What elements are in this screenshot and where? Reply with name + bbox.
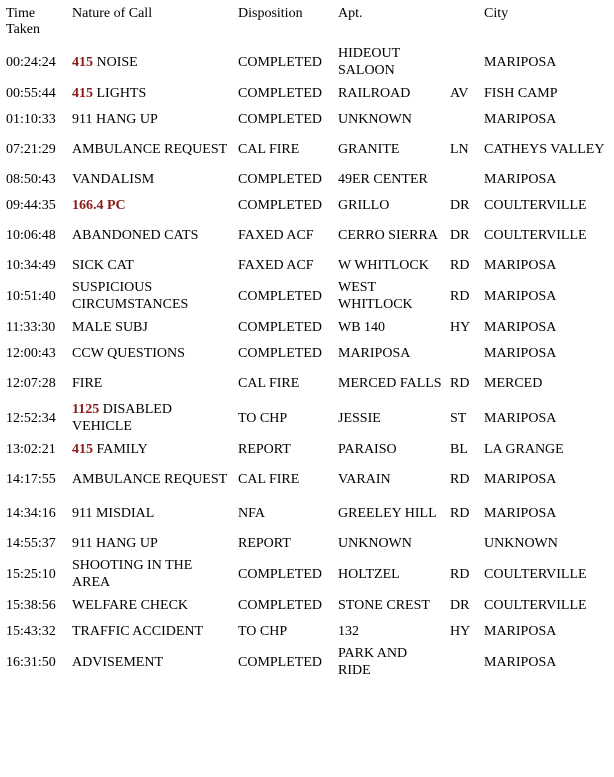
- table-row: [2, 192, 612, 218]
- cell-nature: [68, 166, 234, 192]
- cell-nature: [68, 278, 234, 314]
- cell-apt: 49ER CENTER: [338, 171, 428, 187]
- cell-suffix: HY: [450, 623, 471, 639]
- cell-city: CATHEYS VALLEY: [484, 141, 605, 157]
- call-nature-text: TRAFFIC ACCIDENT: [72, 623, 204, 639]
- cell-nature: [68, 44, 234, 80]
- cell-city: LA GRANGE: [484, 441, 564, 457]
- cell-time: 15:43:32: [6, 623, 56, 639]
- cell-city: MARIPOSA: [484, 111, 557, 127]
- cell-city: MARIPOSA: [484, 410, 557, 426]
- cell-city: COULTERVILLE: [484, 197, 587, 213]
- cell-disposition: COMPLETED: [238, 197, 322, 213]
- cell-apt: STONE CREST: [338, 597, 430, 613]
- header-nature: Nature of Call: [72, 6, 153, 21]
- call-code: 415: [72, 85, 93, 101]
- table-row: [2, 618, 612, 644]
- table-row: [2, 366, 612, 400]
- cell-time: 11:33:30: [6, 319, 56, 335]
- cell-time: 14:55:37: [6, 535, 56, 551]
- cell-apt: W WHITLOCK: [338, 257, 429, 273]
- call-nature-text: DISABLED VEHICLE: [72, 402, 172, 434]
- table-row: [2, 218, 612, 252]
- cell-apt: PARAISO: [338, 441, 397, 457]
- header-time: Time Taken: [6, 6, 41, 37]
- table-row: [2, 644, 612, 680]
- cell-suffix: HY: [450, 319, 471, 335]
- cell-suffix: DR: [450, 197, 470, 213]
- header-disposition: Disposition: [238, 6, 303, 21]
- cell-time: 10:51:40: [6, 288, 56, 304]
- cell-nature: [68, 366, 234, 400]
- cell-apt: UNKNOWN: [338, 111, 412, 127]
- cell-disposition: FAXED ACF: [238, 257, 314, 273]
- cell-time: 15:38:56: [6, 597, 56, 613]
- call-nature-text: ADVISEMENT: [72, 654, 163, 670]
- cell-nature: [68, 530, 234, 556]
- cell-disposition: REPORT: [238, 535, 291, 551]
- call-nature-text: SHOOTING IN THE AREA: [72, 558, 193, 590]
- cell-nature: [68, 618, 234, 644]
- cell-suffix: RD: [450, 288, 470, 304]
- call-nature-text: SUSPICIOUS CIRCUMSTANCES: [72, 280, 189, 312]
- cell-time: 00:24:24: [6, 54, 56, 70]
- cell-city: MARIPOSA: [484, 171, 557, 187]
- cell-disposition: COMPLETED: [238, 288, 322, 304]
- table-row: [2, 132, 612, 166]
- call-nature-text: AMBULANCE REQUEST: [72, 471, 228, 487]
- cell-city: MARIPOSA: [484, 288, 557, 304]
- cell-nature: [68, 400, 234, 436]
- cell-nature: [68, 592, 234, 618]
- cell-city: MARIPOSA: [484, 345, 557, 361]
- table-row: [2, 462, 612, 496]
- cell-city: MERCED: [484, 375, 543, 391]
- cell-nature: [68, 80, 234, 106]
- cell-city: MARIPOSA: [484, 319, 557, 335]
- cell-nature: [68, 314, 234, 340]
- cell-nature: [68, 106, 234, 132]
- cell-apt: HOLTZEL: [338, 566, 400, 582]
- cell-apt: GRANITE: [338, 141, 400, 157]
- table-row: [2, 556, 612, 592]
- cell-time: 14:34:16: [6, 505, 56, 521]
- cell-apt: HIDEOUT SALOON: [338, 46, 400, 78]
- cell-city: UNKNOWN: [484, 535, 558, 551]
- table-row: [2, 496, 612, 530]
- call-nature-text: LIGHTS: [96, 85, 147, 101]
- cell-city: COULTERVILLE: [484, 566, 587, 582]
- header-suffix: [446, 2, 480, 44]
- cell-apt: VARAIN: [338, 471, 391, 487]
- cell-suffix: RD: [450, 471, 470, 487]
- cell-disposition: CAL FIRE: [238, 141, 300, 157]
- cell-suffix: RD: [450, 375, 470, 391]
- cell-nature: [68, 340, 234, 366]
- cell-disposition: COMPLETED: [238, 345, 322, 361]
- cell-nature: [68, 132, 234, 166]
- cell-time: 00:55:44: [6, 85, 56, 101]
- cell-city: MARIPOSA: [484, 623, 557, 639]
- cell-disposition: COMPLETED: [238, 597, 322, 613]
- call-nature-text: MALE SUBJ: [72, 319, 148, 335]
- call-code: 166.4 PC: [72, 197, 126, 213]
- cell-suffix: [446, 340, 480, 366]
- cell-suffix: RD: [450, 566, 470, 582]
- cell-time: 15:25:10: [6, 566, 56, 582]
- call-nature-text: FIRE: [72, 375, 103, 391]
- cell-nature: [68, 436, 234, 462]
- cell-disposition: COMPLETED: [238, 654, 322, 670]
- cell-time: 09:44:35: [6, 197, 56, 213]
- header-city: City: [484, 6, 509, 21]
- cell-suffix: BL: [450, 441, 468, 457]
- cell-time: 10:06:48: [6, 227, 56, 243]
- call-nature-text: 911 MISDIAL: [72, 505, 155, 521]
- cell-suffix: DR: [450, 597, 470, 613]
- call-code: 1125: [72, 402, 100, 417]
- cell-time: 12:00:43: [6, 345, 56, 361]
- cell-city: FISH CAMP: [484, 85, 558, 101]
- cell-city: MARIPOSA: [484, 654, 557, 670]
- cell-suffix: [446, 44, 480, 80]
- cell-time: 12:52:34: [6, 410, 56, 426]
- cell-disposition: TO CHP: [238, 410, 288, 426]
- cell-city: MARIPOSA: [484, 505, 557, 521]
- cell-nature: [68, 644, 234, 680]
- cell-time: 12:07:28: [6, 375, 56, 391]
- cell-suffix: [446, 530, 480, 556]
- call-code: 415: [72, 54, 93, 70]
- cell-city: MARIPOSA: [484, 54, 557, 70]
- cell-apt: WB 140: [338, 319, 386, 335]
- call-nature-text: 911 HANG UP: [72, 111, 158, 127]
- table-row: [2, 106, 612, 132]
- table-row: [2, 340, 612, 366]
- cell-nature: [68, 252, 234, 278]
- cell-disposition: FAXED ACF: [238, 227, 314, 243]
- cell-disposition: CAL FIRE: [238, 375, 300, 391]
- cell-disposition: COMPLETED: [238, 54, 322, 70]
- call-nature-text: AMBULANCE REQUEST: [72, 141, 228, 157]
- table-row: [2, 278, 612, 314]
- table-row: [2, 166, 612, 192]
- cell-disposition: NFA: [238, 505, 265, 521]
- table-row: [2, 530, 612, 556]
- cell-time: 13:02:21: [6, 441, 56, 457]
- call-nature-text: NOISE: [96, 54, 138, 70]
- cell-suffix: AV: [450, 85, 469, 101]
- cell-suffix: [446, 106, 480, 132]
- call-nature-text: VANDALISM: [72, 171, 155, 187]
- cell-city: COULTERVILLE: [484, 597, 587, 613]
- cell-apt: JESSIE: [338, 410, 381, 426]
- cell-suffix: [446, 644, 480, 680]
- cell-disposition: COMPLETED: [238, 566, 322, 582]
- call-nature-text: SICK CAT: [72, 257, 134, 273]
- call-log-table: [2, 2, 612, 680]
- header-row: [2, 2, 612, 44]
- cell-time: 07:21:29: [6, 141, 56, 157]
- call-nature-text: ABANDONED CATS: [72, 227, 199, 243]
- cell-disposition: REPORT: [238, 441, 291, 457]
- cell-apt: GREELEY HILL: [338, 505, 437, 521]
- table-row: [2, 252, 612, 278]
- cell-nature: [68, 496, 234, 530]
- call-nature-text: WELFARE CHECK: [72, 597, 189, 613]
- cell-apt: PARK AND RIDE: [338, 646, 408, 678]
- cell-suffix: [446, 166, 480, 192]
- cell-time: 16:31:50: [6, 654, 56, 670]
- cell-nature: [68, 462, 234, 496]
- call-nature-text: CCW QUESTIONS: [72, 345, 185, 361]
- cell-time: 10:34:49: [6, 257, 56, 273]
- table-row: [2, 80, 612, 106]
- table-row: [2, 314, 612, 340]
- table-row: [2, 44, 612, 80]
- cell-disposition: CAL FIRE: [238, 471, 300, 487]
- table-row: [2, 592, 612, 618]
- cell-apt: GRILLO: [338, 197, 390, 213]
- cell-apt: CERRO SIERRA: [338, 227, 438, 243]
- cell-disposition: COMPLETED: [238, 85, 322, 101]
- table-row: [2, 436, 612, 462]
- cell-nature: [68, 192, 234, 218]
- cell-disposition: COMPLETED: [238, 171, 322, 187]
- table-row: [2, 400, 612, 436]
- call-code: 415: [72, 441, 93, 457]
- call-nature-text: 911 HANG UP: [72, 535, 158, 551]
- cell-disposition: TO CHP: [238, 623, 288, 639]
- cell-disposition: COMPLETED: [238, 111, 322, 127]
- cell-apt: UNKNOWN: [338, 535, 412, 551]
- cell-nature: [68, 218, 234, 252]
- cell-suffix: RD: [450, 505, 470, 521]
- cell-apt: 132: [338, 623, 359, 639]
- cell-apt: WEST WHITLOCK: [338, 280, 413, 312]
- cell-suffix: RD: [450, 257, 470, 273]
- cell-city: MARIPOSA: [484, 257, 557, 273]
- cell-time: 08:50:43: [6, 171, 56, 187]
- cell-time: 01:10:33: [6, 111, 56, 127]
- cell-suffix: LN: [450, 141, 469, 157]
- cell-apt: MARIPOSA: [338, 345, 411, 361]
- call-nature-text: FAMILY: [96, 441, 148, 457]
- cell-apt: MERCED FALLS: [338, 375, 442, 391]
- cell-city: COULTERVILLE: [484, 227, 587, 243]
- cell-apt: RAILROAD: [338, 85, 411, 101]
- cell-nature: [68, 556, 234, 592]
- cell-suffix: DR: [450, 227, 470, 243]
- cell-time: 14:17:55: [6, 471, 56, 487]
- cell-disposition: COMPLETED: [238, 319, 322, 335]
- header-apt: Apt.: [338, 6, 363, 21]
- cell-city: MARIPOSA: [484, 471, 557, 487]
- cell-suffix: ST: [450, 410, 467, 426]
